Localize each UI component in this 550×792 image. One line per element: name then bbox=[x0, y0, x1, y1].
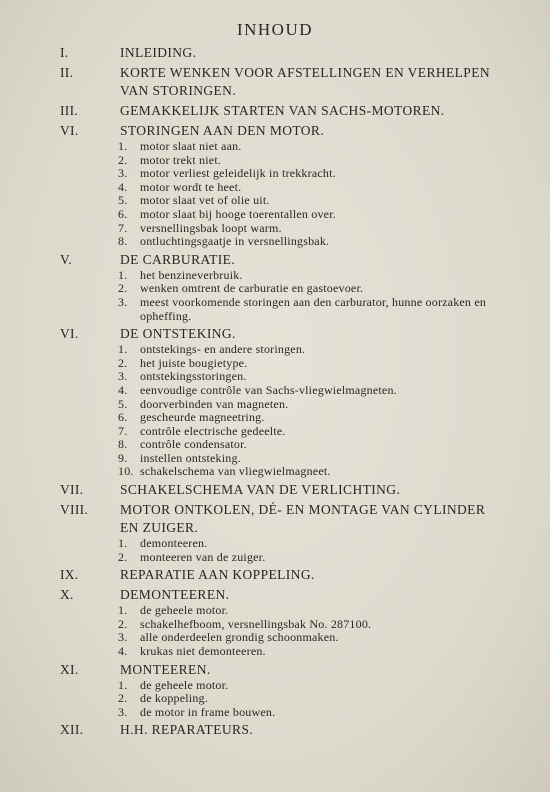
item-text: motor slaat bij hooge toerentallen over. bbox=[140, 206, 336, 221]
list-item bbox=[0, 679, 550, 693]
list-item bbox=[0, 551, 550, 565]
section-heading-row bbox=[0, 661, 550, 679]
item-number: 6. bbox=[118, 410, 128, 425]
list-item bbox=[0, 222, 550, 236]
item-number: 1. bbox=[118, 677, 128, 692]
section-number: XII. bbox=[60, 722, 84, 738]
item-number: 1. bbox=[118, 536, 128, 551]
section-number: V. bbox=[60, 251, 72, 267]
section-title: SCHAKELSCHEMA VAN DE VERLICHTING. bbox=[120, 482, 401, 498]
item-number: 1. bbox=[118, 603, 128, 618]
item-number: 1. bbox=[118, 342, 128, 357]
item-number: 7. bbox=[118, 220, 128, 235]
section-title: STORINGEN AAN DEN MOTOR. bbox=[120, 123, 325, 138]
section-number: VII. bbox=[60, 482, 84, 498]
item-text: contrôle electrische gedeelte. bbox=[140, 423, 286, 438]
item-number: 1. bbox=[118, 267, 128, 282]
item-number: 2. bbox=[118, 691, 128, 706]
list-item bbox=[0, 181, 550, 195]
toc-section bbox=[0, 661, 550, 722]
toc-section bbox=[0, 122, 550, 251]
section-item-list bbox=[0, 269, 550, 323]
item-text: het juiste bougietype. bbox=[140, 355, 248, 370]
section-heading-row bbox=[0, 44, 550, 62]
section-number: IX. bbox=[60, 567, 79, 583]
item-text: alle onderdeelen grondig schoonmaken. bbox=[140, 630, 339, 645]
section-number: II. bbox=[60, 65, 74, 80]
page-title: INHOUD bbox=[236, 20, 314, 39]
item-text: instellen ontsteking. bbox=[140, 450, 241, 465]
item-text: motor verliest geleidelijk in trekkracht. bbox=[140, 166, 336, 181]
item-number: 4. bbox=[118, 382, 128, 397]
item-number: 3. bbox=[118, 369, 128, 384]
list-item bbox=[0, 618, 550, 632]
list-item bbox=[0, 425, 550, 439]
item-number: 3. bbox=[118, 630, 128, 645]
item-number: 3. bbox=[118, 294, 128, 309]
section-heading-row bbox=[0, 566, 550, 584]
item-text: schakelschema van vliegwielmagneet. bbox=[140, 464, 331, 479]
list-item bbox=[0, 645, 550, 659]
item-number: 2. bbox=[118, 152, 128, 167]
section-title: DEMONTEEREN. bbox=[120, 587, 230, 603]
section-number: I. bbox=[60, 45, 69, 60]
toc-section bbox=[0, 251, 550, 325]
list-item bbox=[0, 235, 550, 249]
item-number: 6. bbox=[118, 206, 128, 221]
section-title: DE CARBURATIE. bbox=[120, 251, 236, 267]
item-text: ontluchtingsgaatje in versnellingsbak. bbox=[140, 234, 330, 249]
section-number: XI. bbox=[60, 661, 79, 677]
list-item bbox=[0, 452, 550, 466]
item-number: 3. bbox=[118, 704, 128, 719]
item-number: 1. bbox=[118, 139, 128, 153]
item-text: schakelhefboom, versnellingsbak No. 287100. bbox=[140, 616, 372, 631]
item-number: 8. bbox=[118, 437, 128, 452]
section-title: INLEIDING. bbox=[120, 45, 197, 60]
item-number: 10. bbox=[118, 464, 134, 479]
section-number: VI. bbox=[60, 326, 79, 342]
item-number: 2. bbox=[118, 549, 128, 564]
list-item bbox=[0, 269, 550, 283]
section-title: MONTEEREN. bbox=[120, 661, 211, 677]
toc-section bbox=[0, 566, 550, 586]
list-item bbox=[0, 167, 550, 181]
item-text: de koppeling. bbox=[140, 691, 208, 706]
item-text: eenvoudige contrôle van Sachs-vliegwielmagneten. bbox=[140, 382, 397, 397]
section-heading-row bbox=[0, 501, 550, 537]
toc-section bbox=[0, 44, 550, 64]
item-number: 7. bbox=[118, 423, 128, 438]
section-item-list bbox=[0, 604, 550, 658]
item-text: de geheele motor. bbox=[140, 603, 229, 618]
toc-section bbox=[0, 325, 550, 481]
item-text: motor slaat vet of olie uit. bbox=[140, 193, 270, 208]
section-title: H.H. REPARATEURS. bbox=[120, 722, 254, 738]
list-item bbox=[0, 282, 550, 296]
item-text: de motor in frame bouwen. bbox=[140, 704, 276, 719]
section-number: VIII. bbox=[60, 502, 89, 518]
section-title: GEMAKKELIJK STARTEN VAN SACHS-MOTOREN. bbox=[120, 103, 445, 118]
list-item bbox=[0, 296, 550, 323]
item-text: motor wordt te heet. bbox=[140, 179, 242, 194]
item-text: contrôle condensator. bbox=[140, 437, 247, 452]
item-text: doorverbinden van magneten. bbox=[140, 396, 289, 411]
list-item bbox=[0, 411, 550, 425]
list-item bbox=[0, 154, 550, 168]
section-number: III. bbox=[60, 103, 79, 118]
list-item bbox=[0, 398, 550, 412]
item-number: 2. bbox=[118, 616, 128, 631]
list-item bbox=[0, 438, 550, 452]
toc-section bbox=[0, 586, 550, 660]
item-number: 2. bbox=[118, 355, 128, 370]
item-text: motor slaat niet aan. bbox=[140, 139, 242, 153]
list-item bbox=[0, 343, 550, 357]
item-text: gescheurde magneetring. bbox=[140, 410, 265, 425]
toc-section bbox=[0, 481, 550, 501]
list-item bbox=[0, 140, 550, 154]
item-text: ontstekings- en andere storingen. bbox=[140, 342, 306, 357]
section-title: KORTE WENKEN VOOR AFSTELLINGEN EN VERHELPEN VAN STORINGEN. bbox=[120, 65, 490, 98]
list-item bbox=[0, 208, 550, 222]
item-number: 9. bbox=[118, 450, 128, 465]
item-number: 5. bbox=[118, 396, 128, 411]
section-heading-row bbox=[0, 251, 550, 269]
item-number: 4. bbox=[118, 179, 128, 194]
item-text: krukas niet demonteeren. bbox=[140, 644, 266, 659]
item-number: 5. bbox=[118, 193, 128, 208]
section-item-list bbox=[0, 537, 550, 564]
item-number: 4. bbox=[118, 644, 128, 659]
toc-section bbox=[0, 721, 550, 741]
toc-section bbox=[0, 501, 550, 566]
section-title: DE ONTSTEKING. bbox=[120, 326, 236, 342]
list-item bbox=[0, 194, 550, 208]
section-item-list bbox=[0, 679, 550, 720]
list-item bbox=[0, 604, 550, 618]
item-text: monteeren van de zuiger. bbox=[140, 549, 266, 564]
section-heading-row bbox=[0, 64, 550, 100]
section-heading-row bbox=[0, 102, 550, 120]
item-number: 3. bbox=[118, 166, 128, 181]
section-number: VI. bbox=[60, 123, 79, 138]
list-item bbox=[0, 357, 550, 371]
item-number: 8. bbox=[118, 234, 128, 249]
item-text: versnellingsbak loopt warm. bbox=[140, 220, 282, 235]
section-title: REPARATIE AAN KOPPELING. bbox=[120, 567, 315, 583]
section-heading-row bbox=[0, 721, 550, 739]
list-item bbox=[0, 370, 550, 384]
list-item bbox=[0, 692, 550, 706]
section-heading-row bbox=[0, 481, 550, 499]
section-heading-row bbox=[0, 325, 550, 343]
item-text: het benzineverbruik. bbox=[140, 267, 243, 282]
item-text: ontstekingsstoringen. bbox=[140, 369, 247, 384]
item-text: de geheele motor. bbox=[140, 677, 229, 692]
section-item-list bbox=[0, 140, 550, 249]
section-heading-row bbox=[0, 122, 550, 140]
item-text: motor trekt niet. bbox=[140, 152, 222, 167]
list-item bbox=[0, 631, 550, 645]
item-text: wenken omtrent de carburatie en gastoevoer. bbox=[140, 281, 364, 296]
item-text: meest voorkomende storingen aan den carburator, hunne oorzaken en opheffing. bbox=[140, 294, 487, 323]
toc-section bbox=[0, 102, 550, 122]
list-item bbox=[0, 384, 550, 398]
section-title: MOTOR ONTKOLEN, DÉ- EN MONTAGE VAN CYLINDER EN ZUIGER. bbox=[120, 502, 486, 536]
list-item bbox=[0, 537, 550, 551]
table-of-contents bbox=[0, 44, 550, 741]
section-heading-row bbox=[0, 586, 550, 604]
toc-section bbox=[0, 64, 550, 102]
item-number: 2. bbox=[118, 281, 128, 296]
section-number: X. bbox=[60, 587, 74, 603]
list-item bbox=[0, 465, 550, 479]
list-item bbox=[0, 706, 550, 720]
item-text: demonteeren. bbox=[140, 536, 208, 551]
section-item-list bbox=[0, 343, 550, 479]
